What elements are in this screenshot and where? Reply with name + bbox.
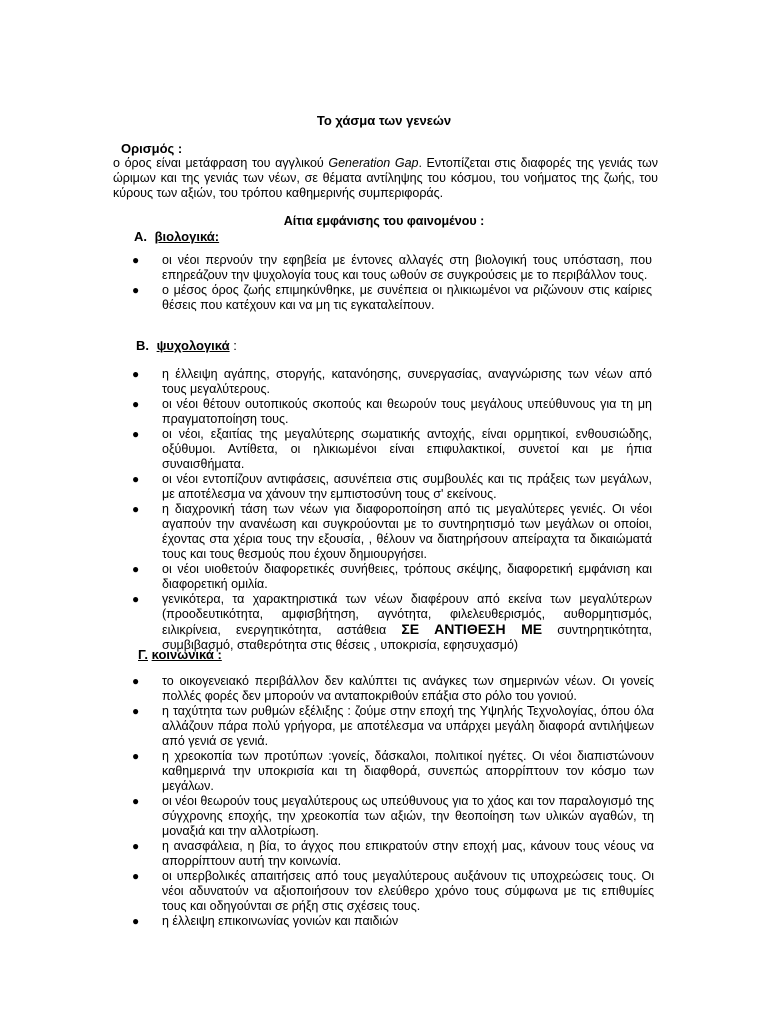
list-item: ● ο μέσος όρος ζωής επιμηκύνθηκε, με συνέπεια οι ηλικιωμένοι να ριζώνουν στις καίριες θέσεις που κατέχουν και να μη τις εγκαταλείπουν. bbox=[132, 283, 652, 312]
section-c-letter: Γ. bbox=[138, 647, 148, 662]
list-item: ● η ταχύτητα των ρυθμών εξέλιξης : ζούμε στην εποχή της Υψηλής Τεχνολογίας, όπου όλα αλλάζουν πάρα πολύ γρήγορα, με αποτέλεσμα να υπάρχει μεγάλη διαφορά αντιλήψεων από γενιά σε γενιά. bbox=[132, 704, 654, 748]
list-item: ● οι νέοι θεωρούν τους μεγαλύτερους ως υπεύθυνους για το χάος και τον παραλογισμό της σύγχρονης εποχής, την χρεοκοπία των αξιών, την θεοποίηση των υλικών αγαθών, τη μοναξιά και την αλλοτρίωση. bbox=[132, 794, 654, 838]
list-item: ● οι νέοι, εξαιτίας της μεγαλύτερης σωματικής αντοχής, είναι ορμητικοί, ενθουσιώδης, οξύθυμοι. Αντίθετα, οι ηλικιωμένοι είναι επιφυλακτικοί, συνετοί και με ήπια συναισθήματα. bbox=[132, 427, 652, 471]
bullet-icon: ● bbox=[132, 674, 140, 688]
bullet-icon: ● bbox=[132, 914, 140, 928]
list-item: ● η χρεοκοπία των προτύπων :γονείς, δάσκαλοι, πολιτικοί ηγέτες. Οι νέοι διαπιστώνουν καθημερινά την υποκρισία και τη διαφθορά, συνεπώς απορρίπτουν τον κόσμο των μεγάλων. bbox=[132, 749, 654, 793]
section-a-heading bbox=[134, 229, 219, 244]
section-a-letter: Α. bbox=[134, 229, 147, 244]
list-item: ● οι νέοι υιοθετούν διαφορετικές συνήθειες, τρόπους σκέψης, διαφορετική εμφάνιση και διαφορετική ομιλία. bbox=[132, 562, 652, 591]
document-title: Το χάσμα των γενεών bbox=[316, 113, 452, 128]
bullet-icon: ● bbox=[132, 367, 140, 381]
definition-term: Generation Gap bbox=[328, 156, 419, 170]
section-b-list bbox=[132, 367, 652, 653]
section-c-heading bbox=[138, 647, 222, 662]
section-c-label: κοινωνικά : bbox=[151, 647, 222, 662]
list-item: ● η έλλειψη αγάπης, στοργής, κατανόησης, συνεργασίας, αναγνώρισης των νέων από τους μεγαλύτερους. bbox=[132, 367, 652, 396]
bullet-icon: ● bbox=[132, 839, 140, 853]
contrast-emphasis: ΣΕ ΑΝΤΙΘΕΣΗ ΜΕ bbox=[401, 621, 543, 637]
list-item: ● το οικογενειακό περιβάλλον δεν καλύπτει τις ανάγκες των σημερινών νέων. Οι γονείς πολλές φορές δεν μπορούν να ανταποκριθούν επάξια στο ρόλο του γονιού. bbox=[132, 674, 654, 703]
bullet-icon: ● bbox=[132, 592, 140, 606]
list-item: ● η διαχρονική τάση των νέων για διαφοροποίηση από τις μεγαλύτερες γενιές. Οι νέοι αγαπούν την ανανέωση και συγκρούονται με το συντηρητισμό των μεγάλων οι οποίοι, έχοντας στα χέρια τους την εξουσία, , θέλουν να διατηρήσουν απείραχτα τα δικαιώματά τους και τους θεσμούς που έχουν δημιουργήσει. bbox=[132, 502, 652, 561]
section-b-label: ψυχολογικά bbox=[156, 338, 230, 353]
section-a-list bbox=[132, 253, 652, 313]
definition-text-end: . Εντοπίζεται στις διαφορές της γενιάς των ώριμων και της γενιάς των νέων, σε θέματα αντίληψης του κόσμου, του νοήματος της ζωής, του κύρους των αξιών, του τρόπου καθημερινής συμπεριφοράς. bbox=[113, 156, 658, 200]
bullet-icon: ● bbox=[132, 869, 140, 883]
list-item: ● η έλλειψη επικοινωνίας γονιών και παιδιών bbox=[132, 914, 399, 928]
list-item: ● οι νέοι θέτουν ουτοπικούς σκοπούς και θεωρούν τους μεγάλους υπεύθυνους για τη μη πραγματοποίηση τους. bbox=[132, 397, 652, 426]
definition-text-start: ο όρος είναι μετάφραση του αγγλικού bbox=[113, 156, 329, 170]
bullet-icon: ● bbox=[132, 562, 140, 576]
definition-text bbox=[113, 156, 658, 201]
section-b-colon: : bbox=[229, 338, 237, 353]
bullet-icon: ● bbox=[132, 427, 140, 441]
bullet-icon: ● bbox=[132, 283, 140, 297]
list-item: ● η ανασφάλεια, η βία, το άγχος που επικρατούν στην εποχή μας, κάνουν τους νέους να απορρίπτουν αυτή την κοινωνία. bbox=[132, 839, 654, 868]
section-a-label: βιολογικά: bbox=[154, 229, 220, 244]
list-item: ● οι νέοι εντοπίζουν αντιφάσεις, ασυνέπεια στις συμβουλές και τις πράξεις των μεγάλων, με αποτέλεσμα να χάνουν την εμπιστοσύνη τους σ' εκείνους. bbox=[132, 472, 652, 501]
bullet-icon: ● bbox=[132, 749, 140, 763]
section-b-heading bbox=[136, 338, 237, 353]
bullet-icon: ● bbox=[132, 472, 140, 486]
list-item: ● οι νέοι περνούν την εφηβεία με έντονες αλλαγές στη βιολογική τους υπόσταση, που επηρεάζουν την ψυχολογία τους και τους ωθούν σε συγκρούσεις με το περιβάλλον τους. bbox=[132, 253, 652, 282]
bullet-icon: ● bbox=[132, 502, 140, 516]
bullet-icon: ● bbox=[132, 794, 140, 808]
section-b-letter: Β. bbox=[136, 338, 149, 353]
list-item: ● γενικότερα, τα χαρακτηριστικά των νέων διαφέρουν από εκείνα των μεγαλύτερων (προοδευτικότητα, αμφισβήτηση, αγνότητα, φιλελευθερισμός, αυθορμητισμός, ειλικρίνεια, ενεργητικότητα, αστάθεια ΣΕ ΑΝΤΙΘΕΣΗ ΜΕ συντηρητικότητα, συμβιβασμό, σταθερότητα στις θέσεις , υποκρισία, εφησυχασμό) bbox=[132, 592, 652, 652]
bullet-icon: ● bbox=[132, 253, 140, 267]
causes-heading: Αίτια εμφάνισης του φαινομένου : bbox=[283, 214, 485, 228]
section-c-list bbox=[132, 674, 654, 929]
bullet-icon: ● bbox=[132, 397, 140, 411]
bullet-icon: ● bbox=[132, 704, 140, 718]
definition-heading: Ορισμός : bbox=[121, 141, 183, 156]
list-item: ● οι υπερβολικές απαιτήσεις από τους μεγαλύτερους αυξάνουν τις υποχρεώσεις τους. Οι νέοι αδυνατούν να αξιοποιήσουν τον ελεύθερο χρόνο τους σύμφωνα με τις επιθυμίες τους και οδηγούνται σε ρήξη στις σχέσεις τους. bbox=[132, 869, 654, 913]
